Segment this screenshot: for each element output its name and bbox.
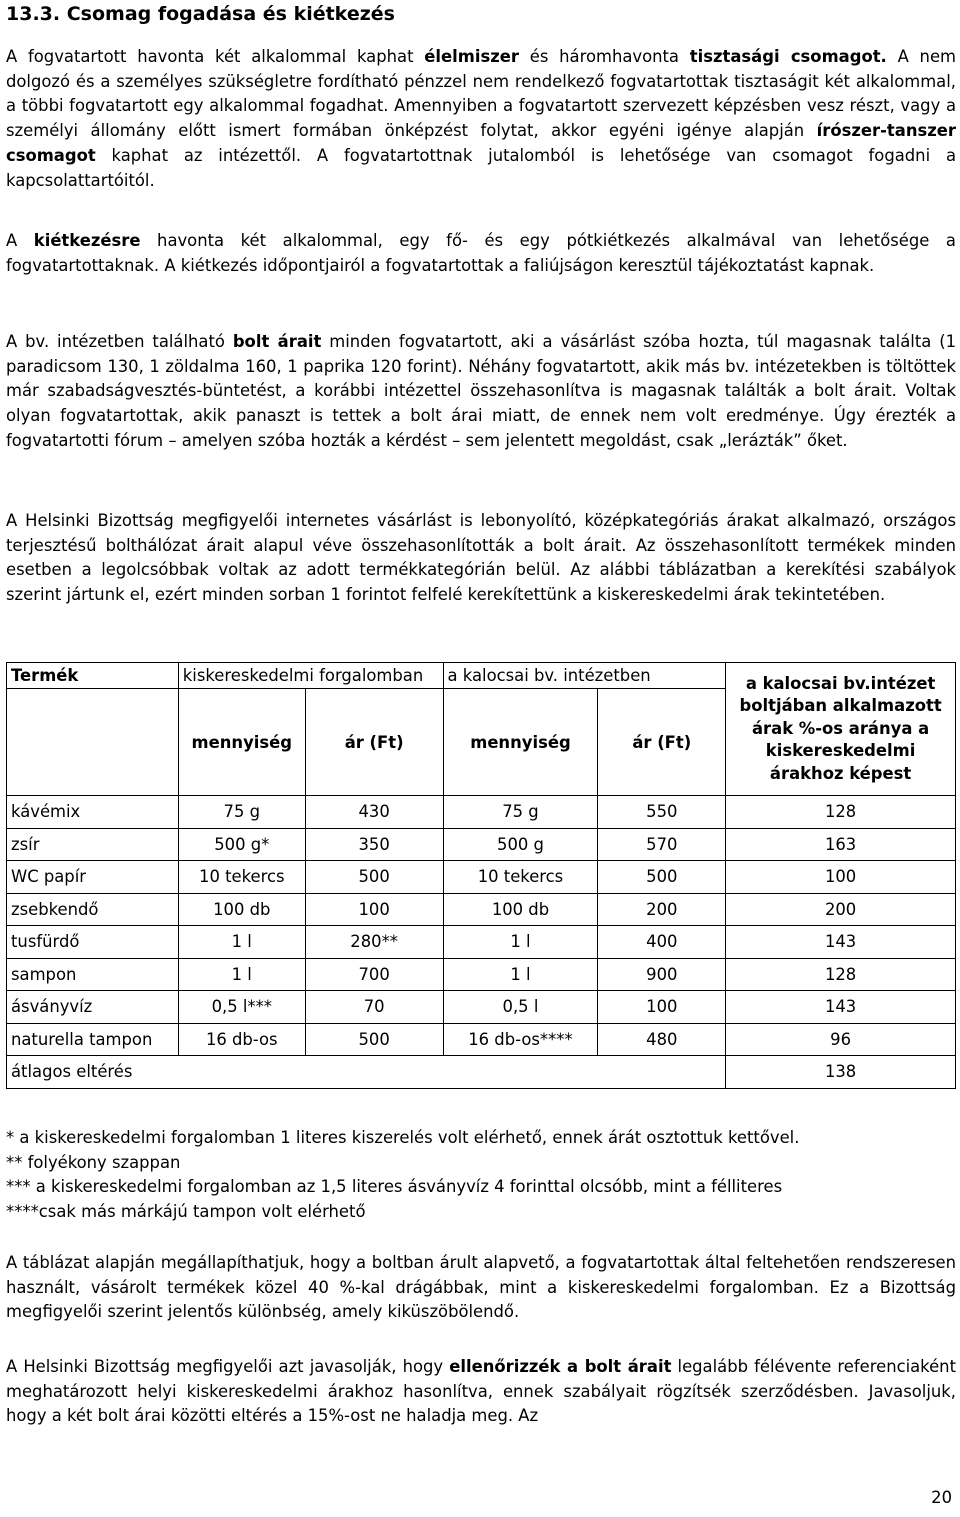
cell-quantity-prison: 0,5 l — [443, 991, 598, 1024]
table-row — [7, 861, 956, 894]
paragraph-shopping — [6, 229, 956, 278]
cell-quantity-prison: 10 tekercs — [443, 861, 598, 894]
cell-quantity-retail: 1 l — [178, 958, 305, 991]
cell-quantity-retail: 16 db-os — [178, 1023, 305, 1056]
cell-quantity-prison: 16 db-os**** — [443, 1023, 598, 1056]
cell-price-retail: 350 — [305, 828, 443, 861]
header-prison-shop: a kalocsai bv. intézetben — [443, 663, 726, 689]
header-price-retail: ár (Ft) — [305, 689, 443, 796]
cell-price-prison: 480 — [598, 1023, 726, 1056]
cell-quantity-retail: 100 db — [178, 893, 305, 926]
text-run: A fogvatartott havonta két alkalommal kaphat — [6, 47, 425, 66]
cell-product: sampon — [7, 958, 179, 991]
text-run: A bv. intézetben található — [6, 332, 233, 351]
cell-quantity-prison: 1 l — [443, 958, 598, 991]
text-run: A — [6, 231, 34, 250]
cell-quantity-prison: 75 g — [443, 796, 598, 829]
paragraph-shop-prices — [6, 330, 956, 454]
cell-price-retail: 280** — [305, 926, 443, 959]
paragraph-conclusion: A táblázat alapján megállapíthatjuk, hogy a boltban árult alapvető, a fogvatartottak által feltehetően rendszeresen használt, vásárolt termékek közel 40 %-kal drágábbak, mint a kiskereskedelmi forgalomban. Ez a Bizottság megfigyelői szerint jelentős különbség, amely kiküszöbölendő. — [6, 1253, 956, 1322]
average-label: átlagos eltérés — [7, 1056, 726, 1089]
table-row — [7, 893, 956, 926]
text-run: és háromhavonta — [518, 47, 690, 66]
table-row — [7, 991, 956, 1024]
text-run-bold: bolt árait — [232, 332, 322, 351]
table-row — [7, 796, 956, 829]
table-row — [7, 1023, 956, 1056]
cell-ratio: 143 — [726, 991, 956, 1024]
text-run-bold: élelmiszer — [424, 47, 519, 66]
cell-ratio: 96 — [726, 1023, 956, 1056]
table-row — [7, 958, 956, 991]
table-header-row — [7, 663, 956, 689]
header-ratio: a kalocsai bv.intézet boltjában alkalmazott árak %-os aránya a kiskereskedelmi árakhoz képest — [726, 663, 956, 796]
cell-ratio: 100 — [726, 861, 956, 894]
text-run-bold: ellenőrizzék a bolt árait — [449, 1357, 672, 1376]
cell-ratio: 143 — [726, 926, 956, 959]
cell-ratio: 163 — [726, 828, 956, 861]
cell-price-prison: 200 — [598, 893, 726, 926]
cell-product: zsír — [7, 828, 179, 861]
footnotes — [6, 1126, 956, 1224]
paragraph-recommendation — [6, 1355, 956, 1429]
text-run: havonta két alkalommal, egy fő- és egy pótkiétkezés alkalmával van lehetősége a fogvatartottaknak. A kiétkezés időpontjairól a fogvatartottak a faliújságon keresztül tájékoztatást kapnak. — [6, 231, 956, 275]
cell-price-retail: 70 — [305, 991, 443, 1024]
cell-quantity-retail: 1 l — [178, 926, 305, 959]
cell-product: kávémix — [7, 796, 179, 829]
section-heading: 13.3. Csomag fogadása és kiétkezés — [6, 3, 395, 25]
header-quantity-retail: mennyiség — [178, 689, 305, 796]
price-comparison-table — [6, 662, 956, 1089]
cell-ratio: 128 — [726, 958, 956, 991]
cell-quantity-prison: 1 l — [443, 926, 598, 959]
cell-price-prison: 570 — [598, 828, 726, 861]
average-value: 138 — [726, 1056, 956, 1089]
footnote: ****csak más márkájú tampon volt elérhető — [6, 1201, 366, 1221]
cell-price-prison: 900 — [598, 958, 726, 991]
cell-price-prison: 400 — [598, 926, 726, 959]
text-run: A Helsinki Bizottság megfigyelői azt javasolják, hogy — [6, 1357, 450, 1376]
cell-product: ásványvíz — [7, 991, 179, 1024]
cell-ratio: 200 — [726, 893, 956, 926]
header-price-prison: ár (Ft) — [598, 689, 726, 796]
text-run: A nem dolgozó és a személyes szükségletre fordítható pénzzel nem rendelkező fogvatartottak tisztaságit két alkalommal, a többi fogvatartott egy alkalommal fogadhat. Amennyiben a fogvatartott szervezett képzésben vesz részt, vagy a személyi állomány előtt ismert formában önképzést folytat, akkor egyéni igénye alapján — [6, 47, 956, 141]
cell-quantity-retail: 0,5 l*** — [178, 991, 305, 1024]
text-run-bold: tisztasági csomagot. — [689, 47, 887, 66]
text-run: legalább félévente referenciaként meghatározott helyi kiskereskedelmi árakhoz hasonlítva, ennek szabályait rögzítsék szerződésben. Javasoljuk, hogy a két bolt árai közötti eltérés a 15%-ost ne haladja meg. Az — [6, 1357, 956, 1426]
footnote: *** a kiskereskedelmi forgalomban az 1,5 literes ásványvíz 4 forinttal olcsóbb, mint a félliteres — [6, 1177, 783, 1196]
cell-price-retail: 500 — [305, 861, 443, 894]
cell-quantity-retail: 500 g* — [178, 828, 305, 861]
cell-quantity-retail: 10 tekercs — [178, 861, 305, 894]
cell-quantity-prison: 100 db — [443, 893, 598, 926]
page-number: 20 — [931, 1488, 952, 1507]
table-row — [7, 926, 956, 959]
cell-price-prison: 100 — [598, 991, 726, 1024]
paragraph-comparison: A Helsinki Bizottság megfigyelői internetes vásárlást is lebonyolító, középkategóriás árakat alkalmazó, országos terjesztésű bolthálózat árait alapul véve összehasonlították a bolt árait. Az összehasonlított termékek minden esetben a legolcsóbbak voltak az adott termékkategórián belül. Az alábbi táblázatban a kerekítési szabályok szerint jártunk el, ezért minden sorban 1 forintot felfelé kerekítettünk a kiskereskedelmi árak tekintetében. — [6, 511, 956, 605]
cell-quantity-prison: 500 g — [443, 828, 598, 861]
cell-quantity-retail: 75 g — [178, 796, 305, 829]
table-row — [7, 828, 956, 861]
cell-product: naturella tampon — [7, 1023, 179, 1056]
header-product: Termék — [7, 663, 179, 689]
paragraph-packages — [6, 45, 956, 193]
cell-price-prison: 500 — [598, 861, 726, 894]
text-run-bold: írószer-tanszer csomagot — [6, 121, 956, 165]
header-quantity-prison: mennyiség — [443, 689, 598, 796]
cell-ratio: 128 — [726, 796, 956, 829]
cell-price-prison: 550 — [598, 796, 726, 829]
header-retail: kiskereskedelmi forgalomban — [178, 663, 443, 689]
cell-product: tusfürdő — [7, 926, 179, 959]
footnote: * a kiskereskedelmi forgalomban 1 literes kiszerelés volt elérhető, ennek árát osztottuk kettővel. — [6, 1128, 800, 1147]
header-empty — [7, 689, 179, 796]
cell-price-retail: 430 — [305, 796, 443, 829]
cell-price-retail: 700 — [305, 958, 443, 991]
text-run-bold: kiétkezésre — [33, 231, 141, 250]
text-run: minden fogvatartott, aki a vásárlást szóba hozta, túl magasnak találta (1 paradicsom 130, 1 zöldalma 160, 1 paprika 120 forint). Néhány fogvatartott, akik más bv. intézetekben is töltöttek már szabadságvesztés-büntetést, a korábbi intézettel összehasonlítva is magasnak találták a bolt árait. Voltak olyan fogvatartottak, akik panaszt is tettek a bolt árai miatt, de ennek nem volt eredménye. Úgy érezték a fogvatartotti fórum – amelyen szóba hozták a kérdést – sem jelentett megoldást, csak „lerázták” őket. — [6, 332, 957, 450]
cell-price-retail: 500 — [305, 1023, 443, 1056]
cell-price-retail: 100 — [305, 893, 443, 926]
table-average-row — [7, 1056, 956, 1089]
cell-product: zsebkendő — [7, 893, 179, 926]
footnote: ** folyékony szappan — [6, 1152, 181, 1172]
text-run: kaphat az intézettől. A fogvatartottnak jutalomból is lehetősége van csomagot fogadni a kapcsolattartóitól. — [6, 145, 956, 190]
cell-product: WC papír — [7, 861, 179, 894]
